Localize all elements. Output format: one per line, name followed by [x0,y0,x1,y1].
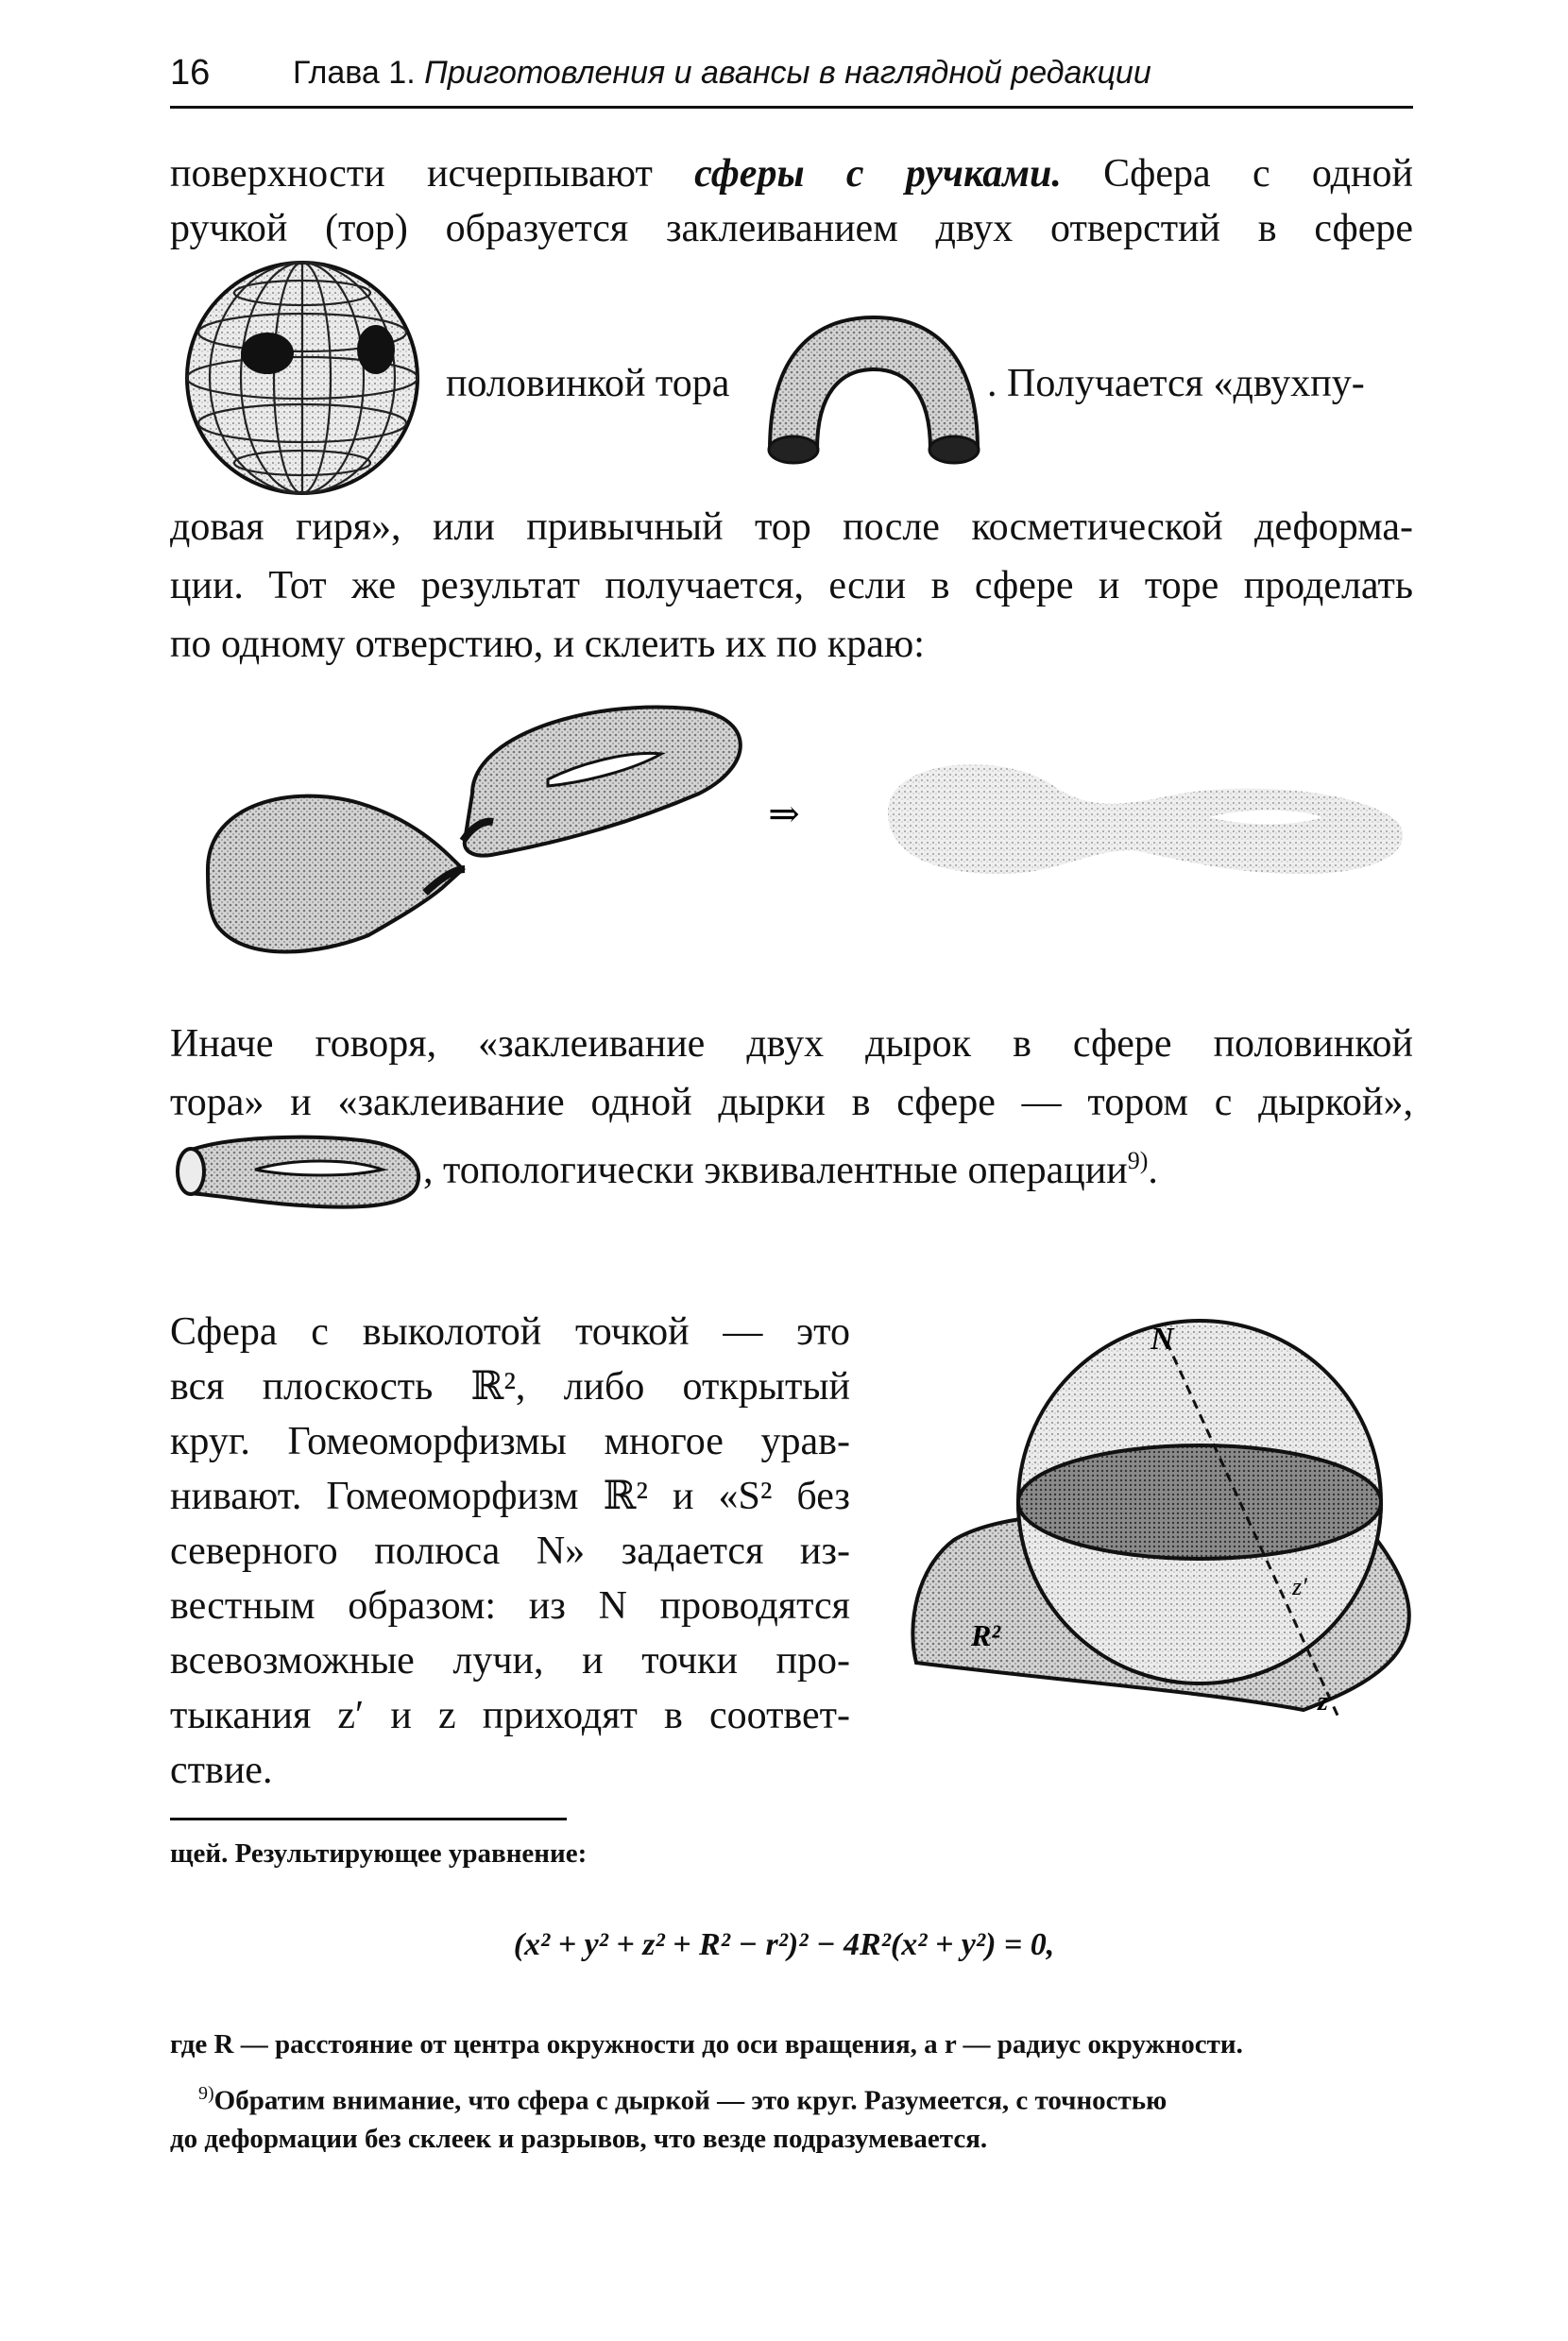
footnote-rule [170,1818,567,1820]
gluing-figure [189,699,1417,983]
para3 [170,1302,850,1795]
para1-line1: поверхности исчерпывают сферы с ручками. Сфера с одной [170,152,1414,196]
para3-line: круг. Гомеоморфизмы многое урав- [170,1420,850,1463]
sphere-with-hole-illustration [208,796,465,952]
torus-with-hole-inline-figure [170,1122,430,1217]
para3-line: Сфера с выколотой точкой — это [170,1310,850,1354]
para3-line: вестным образом: из N проводятся [170,1584,850,1628]
para1-line6: по одному отверстию, и склеить их по краю: [170,623,925,666]
para3-line: нивают. Гомеоморфизм ℝ² и «S² без [170,1475,850,1518]
label-N: N [1150,1322,1174,1357]
footnote-continuation: щей. Результирующее уравнение: [170,1838,588,1869]
sphere-illustration [187,263,418,493]
para3-line: всевозможные лучи, и точки про- [170,1639,850,1683]
implies-arrow: ⇒ [768,793,800,835]
para2-line1: Иначе говоря, «заклеивание двух дырок в сфере половинкой [170,1022,1413,1066]
glued-result-illustration [888,764,1403,874]
inline-text-half-torus: половинкой тора [446,362,730,405]
footnote-9-marker: 9) [198,2083,214,2104]
footnote-9-line2: до деформации без склеек и разрывов, что везде подразумевается. [170,2124,988,2154]
para2-line3: , топологически эквивалентные операции$^{9)}$. [423,1147,1158,1192]
sphere-illustration [1018,1321,1381,1683]
para2-line2: тора» и «заклеивание одной дырки в сфере — тором с дыркой», [170,1081,1413,1124]
torus-equation: (x² + y² + z² + R² − r²)² − 4R²(x² + y²) = 0, [513,1927,1055,1962]
para3-line: северного полюса N» задается из- [170,1529,850,1573]
para1-line2: ручкой (тор) образуется заклеиванием двух отверстий в сфере [170,207,1413,250]
running-header [170,49,1413,109]
label-R2: R² [971,1618,1000,1652]
torus-with-hole-illustration [463,707,741,855]
chapter-heading [293,55,1151,92]
inline-text-dumbbell: . Получается «двухпу- [987,362,1365,405]
chapter-title: Приготовления и авансы в наглядной редакции [424,55,1151,91]
footnote-ref-9[interactable]: 9) [1127,1147,1149,1174]
para3-line: вся плоскость ℝ², либо открытый [170,1365,850,1409]
footnote-explanation: где R — расстояние от центра окружности до оси вращения, а r — радиус окружности. [170,2029,1243,2059]
gridded-sphere-figure [175,257,435,498]
label-z: z [1318,1687,1328,1717]
half-torus-illustration [769,317,979,463]
stereographic-projection-figure [897,1285,1417,1729]
chapter-label: Глава 1. [293,55,416,91]
para3-line: ствие. [170,1749,273,1792]
torus-inline-illustration [178,1137,418,1207]
footnote-9-line1: $^{9)}$Обратим внимание, что сфера с дыркой — это круг. Разумеется, с точностью [198,2083,1167,2116]
page-number: 16 [170,53,211,93]
term-spheres-with-handles: сферы с ручками. [694,152,1062,196]
label-z-prime: z′ [1292,1573,1307,1600]
para3-line: тыкания z′ и z приходят в соответ- [170,1694,850,1737]
para1-line4: довая гиря», или привычный тор после косметической деформа- [170,505,1413,549]
para1-line5: ции. Тот же результат получается, если в сфере и торе проделать [170,564,1413,607]
half-torus-figure [756,308,992,478]
